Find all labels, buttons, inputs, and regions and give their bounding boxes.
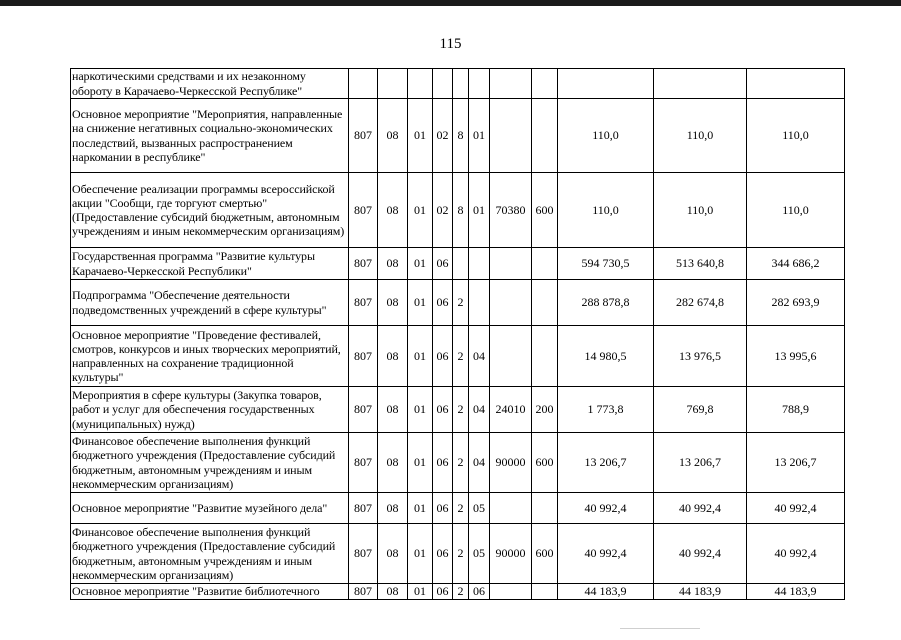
direction-code (490, 248, 532, 280)
amount-year-1: 110,0 (558, 99, 654, 173)
table-row (71, 248, 845, 280)
row-description: Основное мероприятие "Мероприятия, направленные на снижение негативных социально-экономических последствий, вызванных распространением наркомании в республике" (71, 99, 349, 173)
amount-year-3 (747, 69, 845, 99)
ministry-code: 807 (349, 584, 378, 600)
amount-year-2: 44 183,9 (654, 584, 747, 600)
expense-type-code (532, 584, 558, 600)
direction-code (490, 584, 532, 600)
amount-year-2: 769,8 (654, 387, 747, 433)
expense-type-code (532, 493, 558, 524)
activity-code: 05 (469, 524, 490, 584)
section-code (378, 69, 408, 99)
subsection-code: 01 (408, 326, 433, 387)
subsection-code: 01 (408, 99, 433, 173)
table-row (71, 173, 845, 248)
activity-code (469, 69, 490, 99)
amount-year-1: 594 730,5 (558, 248, 654, 280)
activity-code: 04 (469, 387, 490, 433)
table-row (71, 280, 845, 326)
program-code: 06 (433, 493, 453, 524)
ministry-code: 807 (349, 433, 378, 493)
subprogram-code: 8 (453, 99, 469, 173)
subsection-code: 01 (408, 493, 433, 524)
expense-type-code (532, 69, 558, 99)
program-code: 06 (433, 387, 453, 433)
ministry-code: 807 (349, 248, 378, 280)
ministry-code: 807 (349, 387, 378, 433)
subsection-code: 01 (408, 433, 433, 493)
subprogram-code: 2 (453, 493, 469, 524)
ministry-code: 807 (349, 99, 378, 173)
amount-year-2 (654, 69, 747, 99)
section-code: 08 (378, 173, 408, 248)
ministry-code: 807 (349, 173, 378, 248)
amount-year-3: 13 995,6 (747, 326, 845, 387)
section-code: 08 (378, 326, 408, 387)
section-code: 08 (378, 99, 408, 173)
amount-year-1: 288 878,8 (558, 280, 654, 326)
amount-year-1 (558, 69, 654, 99)
program-code: 02 (433, 173, 453, 248)
activity-code: 01 (469, 99, 490, 173)
section-code: 08 (378, 387, 408, 433)
direction-code (490, 99, 532, 173)
direction-code: 90000 (490, 433, 532, 493)
ministry-code: 807 (349, 326, 378, 387)
table-row (71, 433, 845, 493)
amount-year-3: 40 992,4 (747, 493, 845, 524)
row-description: Мероприятия в сфере культуры (Закупка товаров, работ и услуг для обеспечения государственных (муниципальных) нужд) (71, 387, 349, 433)
subsection-code: 01 (408, 280, 433, 326)
amount-year-3: 282 693,9 (747, 280, 845, 326)
program-code: 06 (433, 248, 453, 280)
amount-year-3: 13 206,7 (747, 433, 845, 493)
amount-year-2: 40 992,4 (654, 524, 747, 584)
ministry-code: 807 (349, 280, 378, 326)
program-code: 06 (433, 326, 453, 387)
expense-type-code: 600 (532, 524, 558, 584)
program-code: 02 (433, 99, 453, 173)
program-code: 06 (433, 433, 453, 493)
section-code: 08 (378, 524, 408, 584)
table-row (71, 584, 845, 600)
subsection-code: 01 (408, 584, 433, 600)
activity-code: 06 (469, 584, 490, 600)
program-code: 06 (433, 584, 453, 600)
amount-year-3: 44 183,9 (747, 584, 845, 600)
section-code: 08 (378, 280, 408, 326)
row-description: Государственная программа "Развитие культуры Карачаево-Черкесской Республики" (71, 248, 349, 280)
activity-code (469, 280, 490, 326)
ministry-code: 807 (349, 493, 378, 524)
ministry-code: 807 (349, 524, 378, 584)
row-description: наркотическими средствами и их незаконному обороту в Карачаево-Черкесской Республике" (71, 69, 349, 99)
row-description: Основное мероприятие "Развитие библиотечного (71, 584, 349, 600)
amount-year-1: 13 206,7 (558, 433, 654, 493)
program-code (433, 69, 453, 99)
activity-code: 04 (469, 326, 490, 387)
program-code: 06 (433, 280, 453, 326)
expense-type-code: 600 (532, 173, 558, 248)
amount-year-3: 110,0 (747, 99, 845, 173)
row-description: Обеспечение реализации программы всероссийской акции "Сообщи, где торгуют смертью" (Предоставление субсидий бюджетным, автономным учреждениям и иным некоммерческим организациям) (71, 173, 349, 248)
subsection-code: 01 (408, 173, 433, 248)
amount-year-1: 40 992,4 (558, 524, 654, 584)
amount-year-2: 110,0 (654, 99, 747, 173)
amount-year-1: 40 992,4 (558, 493, 654, 524)
page-number: 115 (439, 36, 462, 52)
section-code: 08 (378, 584, 408, 600)
subprogram-code: 2 (453, 433, 469, 493)
row-description: Основное мероприятие "Развитие музейного дела" (71, 493, 349, 524)
amount-year-1: 44 183,9 (558, 584, 654, 600)
expense-type-code (532, 99, 558, 173)
amount-year-2: 513 640,8 (654, 248, 747, 280)
subprogram-code: 2 (453, 387, 469, 433)
amount-year-2: 40 992,4 (654, 493, 747, 524)
section-code: 08 (378, 493, 408, 524)
program-code: 06 (433, 524, 453, 584)
ministry-code (349, 69, 378, 99)
amount-year-3: 344 686,2 (747, 248, 845, 280)
direction-code (490, 493, 532, 524)
table-row (71, 493, 845, 524)
table-body (71, 69, 845, 600)
amount-year-2: 282 674,8 (654, 280, 747, 326)
subprogram-code (453, 69, 469, 99)
subsection-code: 01 (408, 387, 433, 433)
amount-year-1: 14 980,5 (558, 326, 654, 387)
expense-type-code: 600 (532, 433, 558, 493)
row-description: Подпрограмма "Обеспечение деятельности подведомственных учреждений в сфере культуры" (71, 280, 349, 326)
table-row (71, 69, 845, 99)
subprogram-code (453, 248, 469, 280)
direction-code (490, 280, 532, 326)
direction-code: 70380 (490, 173, 532, 248)
subsection-code: 01 (408, 248, 433, 280)
expense-type-code: 200 (532, 387, 558, 433)
activity-code (469, 248, 490, 280)
row-description: Финансовое обеспечение выполнения функций бюджетного учреждения (Предоставление субсидий бюджетным, автономным учреждениям и иным некоммерческим организациям) (71, 433, 349, 493)
section-code: 08 (378, 433, 408, 493)
amount-year-2: 13 976,5 (654, 326, 747, 387)
direction-code (490, 326, 532, 387)
subprogram-code: 2 (453, 326, 469, 387)
amount-year-1: 1 773,8 (558, 387, 654, 433)
row-description: Финансовое обеспечение выполнения функций бюджетного учреждения (Предоставление субсидий бюджетным, автономным учреждениям и иным некоммерческим организациям) (71, 524, 349, 584)
subprogram-code: 2 (453, 584, 469, 600)
amount-year-2: 13 206,7 (654, 433, 747, 493)
row-description: Основное мероприятие "Проведение фестивалей, смотров, конкурсов и иных творческих мероприятий, направленных на сохранение традиционной культуры" (71, 326, 349, 387)
direction-code: 24010 (490, 387, 532, 433)
table-row (71, 387, 845, 433)
direction-code (490, 69, 532, 99)
amount-year-3: 788,9 (747, 387, 845, 433)
activity-code: 01 (469, 173, 490, 248)
activity-code: 05 (469, 493, 490, 524)
activity-code: 04 (469, 433, 490, 493)
expense-type-code (532, 326, 558, 387)
amount-year-3: 40 992,4 (747, 524, 845, 584)
expense-type-code (532, 280, 558, 326)
subsection-code: 01 (408, 524, 433, 584)
subprogram-code: 2 (453, 280, 469, 326)
table-row (71, 99, 845, 173)
table-row (71, 326, 845, 387)
amount-year-3: 110,0 (747, 173, 845, 248)
subprogram-code: 8 (453, 173, 469, 248)
subprogram-code: 2 (453, 524, 469, 584)
top-rule (0, 0, 901, 6)
budget-table (70, 68, 845, 600)
amount-year-1: 110,0 (558, 173, 654, 248)
section-code: 08 (378, 248, 408, 280)
direction-code: 90000 (490, 524, 532, 584)
amount-year-2: 110,0 (654, 173, 747, 248)
scan-artifact-line (620, 628, 700, 629)
subsection-code (408, 69, 433, 99)
expense-type-code (532, 248, 558, 280)
table-row (71, 524, 845, 584)
